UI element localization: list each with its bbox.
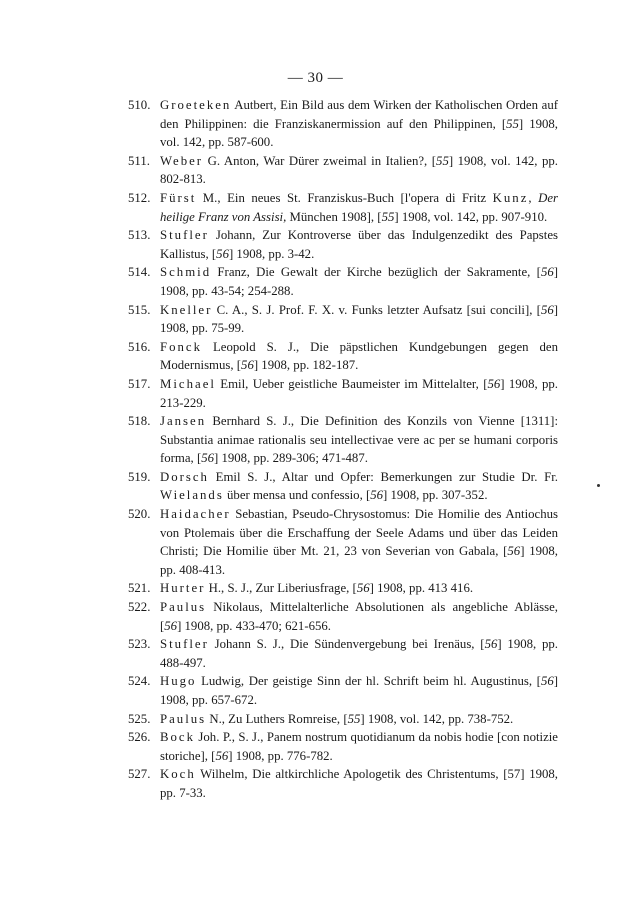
entry-author: Wielands <box>160 488 224 503</box>
entry-number: 517. <box>128 376 151 391</box>
entry-text: Franz, Die Gewalt der Kirche bezüglich der Sakramente, [ <box>211 265 541 280</box>
entry-text: ] 1908, pp. 776-782. <box>228 748 333 763</box>
entry-number: 520. <box>128 507 151 522</box>
entry-text: Ludwig, Der geistige Sinn der hl. Schrift beim hl. Augustinus, [ <box>196 674 541 689</box>
entry-number: 510. <box>128 98 151 112</box>
entry-text: ] 1908, pp. 213-229. <box>160 376 558 410</box>
entry-author: Jansen <box>160 414 207 429</box>
entry-text: ] 1908, vol. 142, pp. 802-813. <box>160 153 558 187</box>
entry-author: Kunz <box>492 190 529 205</box>
entry-number: 526. <box>128 730 151 745</box>
volume-number: 56 <box>370 488 384 503</box>
volume-number: 55 <box>436 153 449 168</box>
list-item <box>128 263 558 300</box>
list-item <box>128 189 558 226</box>
entry-author: Paulus <box>160 711 207 726</box>
volume-number: 56 <box>201 451 215 466</box>
entry-text: ] 1908, pp. 182-187. <box>253 358 359 373</box>
volume-number: 55 <box>381 209 395 224</box>
list-item <box>128 152 558 189</box>
list-item <box>128 579 558 598</box>
list-item <box>128 710 558 729</box>
entry-author: Weber <box>160 153 204 168</box>
list-item <box>128 598 558 635</box>
volume-number: 55 <box>506 116 519 131</box>
entry-text: ] 1908, pp. 657-672. <box>160 674 558 707</box>
list-item <box>128 728 558 765</box>
entry-text: Leopold S. J., Die päpstlichen Kundgebungen gegen den Modernismus, [ <box>160 339 558 373</box>
volume-number: 56 <box>540 265 554 280</box>
entry-number: 524. <box>128 674 151 689</box>
entry-text: Emil S. J., Altar und Opfer: Bemerkungen zur Studie Dr. Fr. <box>208 469 558 484</box>
list-item <box>128 635 558 672</box>
entry-text: ] 1908, vol. 142, pp. 587-600. <box>160 116 558 150</box>
list-item <box>128 468 558 505</box>
entry-text: G. Anton, War Dürer zweimal in Italien?, [ <box>203 153 437 168</box>
entry-text: N., Zu Luthers Romreise, [ <box>206 711 348 726</box>
volume-number: 56 <box>507 544 521 559</box>
entry-text: C. A., S. J. Prof. F. X. v. Funks letzter Aufsatz [sui concili], [ <box>212 302 541 317</box>
volume-number: 56 <box>540 302 554 317</box>
entry-text: ] 1908, vol. 142, pp. 738-752. <box>360 711 514 726</box>
volume-number: 56 <box>216 246 229 261</box>
entry-author: Groeteken <box>160 98 232 112</box>
entry-text: ] 1908, pp. 75-99. <box>160 302 558 336</box>
entry-author: Fonck <box>160 339 202 354</box>
entry-author: Haidacher <box>160 507 231 522</box>
entry-number: 527. <box>128 767 151 782</box>
volume-number: 56 <box>215 748 229 763</box>
entry-text: M., Ein neues St. Franziskus-Buch [l'opera di Fritz <box>196 190 493 205</box>
list-item <box>128 96 558 152</box>
entry-number: 519. <box>128 469 151 484</box>
bibliography-list <box>128 96 558 803</box>
entry-author: Koch <box>160 767 196 782</box>
volume-number: 55 <box>347 711 361 726</box>
entry-text: München 1908], [ <box>286 209 382 224</box>
entry-number: 523. <box>128 637 151 652</box>
entry-text: ] 1908, vol. 142, pp. 907-910. <box>394 209 548 224</box>
entry-author: Stufler <box>160 228 209 243</box>
entry-text: ] 1908, pp. 488-497. <box>160 637 558 670</box>
entry-text: über mensa und confessio, [ <box>223 488 371 503</box>
list-item <box>128 412 558 468</box>
volume-number: 56 <box>540 674 554 689</box>
entry-text: ] 1908, pp. 408-413. <box>160 544 558 577</box>
entry-number: 522. <box>128 600 151 615</box>
entry-author: Michael <box>160 376 216 391</box>
entry-number: 512. <box>128 190 151 205</box>
entry-text: Autbert, Ein Bild aus dem Wirken der Katholischen Orden auf den Philippinen: die Franziskanermission auf den Philippinen, [ <box>160 98 558 131</box>
list-item <box>128 338 558 375</box>
entry-text: ] 1908, pp. 43-54; 254-288. <box>160 265 558 298</box>
entry-author: Schmid <box>160 265 212 280</box>
entry-text: ] 1908, pp. 3-42. <box>228 246 315 261</box>
entry-text: ] 1908, pp. 307-352. <box>383 488 488 503</box>
entry-number: 525. <box>128 711 151 726</box>
entry-number: 514. <box>128 265 151 280</box>
entry-text: , <box>528 190 539 205</box>
entry-text: Emil, Ueber geistliche Baumeister im Mittelalter, [ <box>215 376 488 391</box>
volume-number: 56 <box>164 618 178 633</box>
list-item <box>128 765 558 802</box>
volume-number: 56 <box>241 358 254 373</box>
entry-text: ] 1908, pp. 289-306; 471-487. <box>214 451 368 466</box>
volume-number: 56 <box>484 637 498 652</box>
entry-author: Bock <box>160 730 196 745</box>
volume-number: 56 <box>487 376 501 391</box>
entry-author: Hurter <box>160 581 206 596</box>
entry-text: Nikolaus, Mittelalterliche Absolutionen als angebliche Ablässe, [ <box>160 600 558 633</box>
entry-number: 516. <box>128 339 151 354</box>
book-title: Der heilige Franz von Assisi, <box>160 190 558 224</box>
entry-text: Bernhard S. J., Die Definition des Konzils von Vienne [1311]: Substantia animae rationalis seu intellectivae vere ac per se humani corporis forma, [ <box>160 414 558 466</box>
entry-text: Sebastian, Pseudo-Chrysostomus: Die Homilie des Antiochus von Ptolemais über die Erschaffung der Seele Adams und über das Leiden Christi; Die Homilie über Mt. 21, 23 von Severian von Gabala, [ <box>160 507 558 559</box>
ink-speck <box>597 484 600 487</box>
entry-number: 521. <box>128 581 151 596</box>
entry-author: Fürst <box>160 190 197 205</box>
list-item <box>128 672 558 709</box>
entry-number: 518. <box>128 414 151 429</box>
entry-number: 515. <box>128 302 151 317</box>
entry-author: Paulus <box>160 600 207 615</box>
page-number: — 30 — <box>287 70 344 86</box>
entry-text: Johann, Zur Kontroverse über das Indulgenzedikt des Papstes Kallistus, [ <box>160 228 558 261</box>
list-item <box>128 375 558 412</box>
entry-text: H., S. J., Zur Liberiusfrage, [ <box>205 581 357 596</box>
list-item <box>128 226 558 263</box>
entry-text: Johann S. J., Die Sündenvergebung bei Irenäus, [ <box>208 637 485 652</box>
entry-author: Stufler <box>160 637 209 652</box>
entry-author: Kneller <box>160 302 213 317</box>
volume-number: 56 <box>356 581 370 596</box>
entry-number: 513. <box>128 228 151 243</box>
entry-number: 511. <box>128 153 150 168</box>
list-item <box>128 301 558 338</box>
entry-text: Wilhelm, Die altkirchliche Apologetik des Christentums, [57] 1908, pp. 7-33. <box>160 767 558 800</box>
entry-author: Dorsch <box>160 469 209 484</box>
entry-text: ] 1908, pp. 413 416. <box>369 581 474 596</box>
entry-text: Joh. P., S. J., Panem nostrum quotidianum da nobis hodie [con notizie storiche], [ <box>160 730 558 763</box>
entry-text: ] 1908, pp. 433-470; 621-656. <box>177 618 331 633</box>
entry-author: Hugo <box>160 674 197 689</box>
list-item <box>128 505 558 579</box>
